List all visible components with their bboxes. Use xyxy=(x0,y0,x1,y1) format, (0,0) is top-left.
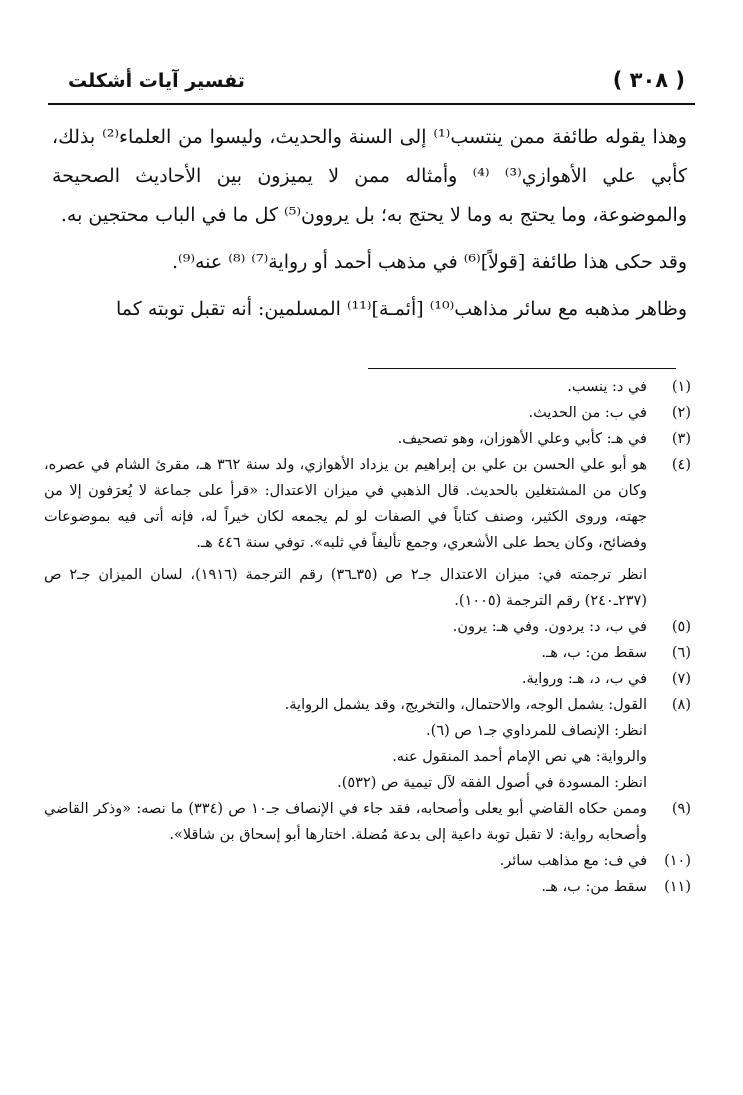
footnote-text xyxy=(44,666,647,692)
footnote xyxy=(44,692,691,796)
footnote-line: سقط من: ب، هـ. xyxy=(541,879,647,895)
footnote-number: (٩) xyxy=(671,801,691,817)
page-number: ( ٣٠٨ ) xyxy=(612,68,685,92)
footnote-number: (١) xyxy=(671,379,691,395)
footnote-line: انظر ترجمته في: ميزان الاعتدال جـ٢ ص (٣٥ـ٣٦) رقم الترجمة (١٩١٦)، لسان الميزان جـ٢ ص (٢٣٧ـ٢٤٠) رقم الترجمة (١٠٠٥). xyxy=(44,567,647,609)
footnote xyxy=(44,400,691,426)
footnote-line: القول: يشمل الوجه، والاحتمال، والتخريج، وقد يشمل الرواية. xyxy=(284,697,647,713)
footnote-line: في د: ينسب. xyxy=(567,379,647,395)
footnote-text xyxy=(44,374,647,400)
footnote-text xyxy=(44,848,647,874)
footnote-text xyxy=(44,692,647,796)
footnote-line: في ب: من الحديث. xyxy=(528,405,647,421)
footnote-line: والرواية: هي نص الإمام أحمد المنقول عنه. xyxy=(392,749,647,765)
footnote-line: انظر: الإنصاف للمرداوي جـ١ ص (٦). xyxy=(426,723,647,739)
running-header xyxy=(48,62,695,102)
footnote xyxy=(44,614,691,640)
footnote-line: في ف: مع مذاهب سائر. xyxy=(499,853,647,869)
footnote-text xyxy=(44,874,647,900)
footnote-number: (٣) xyxy=(671,431,691,447)
footnote xyxy=(44,874,691,900)
footnote-number: (٤) xyxy=(671,457,691,473)
footnote xyxy=(44,426,691,452)
footnote-line: هو أبو علي الحسن بن علي بن إبراهيم بن يزداد الأهوازي، ولد سنة ٣٦٢ هـ، مقرئ الشام في عصره، وكان من المشتغلين بالحديث. قال الذهبي في ميزان الاعتدال: «قرأ على جماعة لا يُعرَفون إلا من جهته، وروى الكثير، وصنف كتاباً في الصفات لو لم يجمعه لكان خيراً له، فإنه أتى فيه بموضوعات وفضائح، وكان يحط على الأشعري، وجمع تأليفاً في ثلبه». توفي سنة ٤٤٦ هـ. xyxy=(44,457,647,551)
footnote-separator xyxy=(368,368,676,369)
footnote-line: سقط من: ب، هـ. xyxy=(541,645,647,661)
footnote-number: (٥) xyxy=(671,619,691,635)
footnote-line: وممن حكاه القاضي أبو يعلى وأصحابه، فقد جاء في الإنصاف جـ١٠ ص (٣٣٤) ما نصه: «وذكر القاضي وأصحابه رواية: لا تقبل توبة داعية إلى بدعة مُضلة. اختارها أبو إسحاق بن شاقلا». xyxy=(44,801,648,843)
footnote xyxy=(44,796,691,848)
header-rule xyxy=(48,103,695,105)
footnote-text xyxy=(44,426,647,452)
main-paragraph: وهذا يقوله طائفة ممن ينتسب⁽¹⁾ إلى السنة والحديث، وليسوا من العلماء⁽²⁾ بذلك، كأبي علي الأهوازي⁽³⁾ ⁽⁴⁾ وأمثاله ممن لا يميزون بين الأحاديث الصحيحة والموضوعة، وما يحتج به وما لا يحتج به؛ بل يروون⁽⁵⁾ كل ما في الباب محتجين به. xyxy=(52,126,687,226)
footnotes xyxy=(44,374,691,900)
footnote-line: انظر: المسودة في أصول الفقه لآل تيمية ص (٥٣٢). xyxy=(337,775,647,791)
footnote xyxy=(44,640,691,666)
footnote-text xyxy=(44,640,647,666)
footnote-line: في ب، د، هـ: ورواية. xyxy=(521,671,647,687)
footnote-text xyxy=(44,614,647,640)
footnote-text xyxy=(44,796,647,848)
footnote xyxy=(44,666,691,692)
footnote-text xyxy=(44,400,647,426)
footnote-text xyxy=(44,452,647,556)
footnote-number: (٦) xyxy=(671,645,691,661)
footnote-number: (٧) xyxy=(671,671,691,687)
book-title: تفسير آيات أشكلت xyxy=(68,70,245,92)
footnote-line: في هـ: كأبي وعلي الأهوزان، وهو تصحيف. xyxy=(397,431,647,447)
footnote xyxy=(44,452,691,556)
footnote-text xyxy=(44,556,647,614)
footnote-line: في ب، د: يردون. وفي هـ: يرون. xyxy=(452,619,647,635)
main-paragraph: وقد حكى هذا طائفة [قولاً]⁽⁶⁾ في مذهب أحمد أو رواية⁽⁷⁾ ⁽⁸⁾ عنه⁽⁹⁾. xyxy=(171,251,687,273)
footnote-number: (١١) xyxy=(664,879,691,895)
main-paragraph: وظاهر مذهبه مع سائر مذاهب⁽¹⁰⁾ [أئمـة]⁽¹¹⁾ المسلمين: أنه تقبل توبته كما xyxy=(115,298,687,320)
footnote-number: (٨) xyxy=(671,697,691,713)
footnote-number: (١٠) xyxy=(664,853,691,869)
footnote xyxy=(44,848,691,874)
main-text xyxy=(52,118,687,329)
footnote-number: (٢) xyxy=(671,405,691,421)
footnote xyxy=(44,556,691,614)
footnote xyxy=(44,374,691,400)
